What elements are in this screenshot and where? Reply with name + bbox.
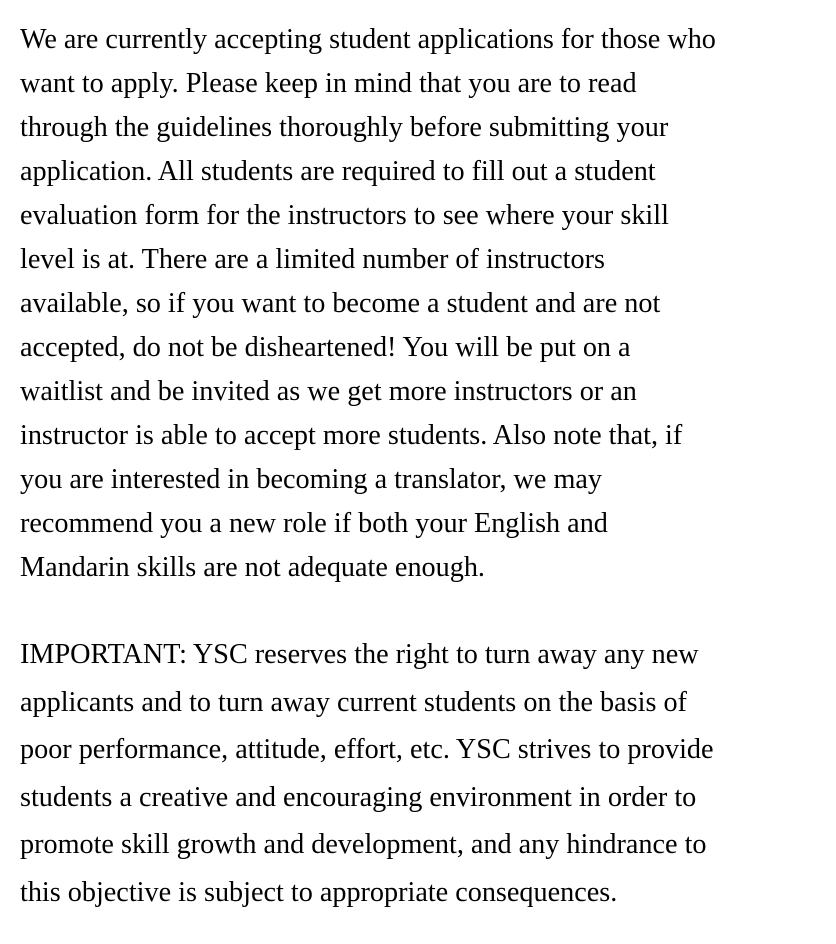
text-line: evaluation form for the instructors to see where your skill xyxy=(20,200,669,231)
text-line: promote skill growth and development, and any hindrance to xyxy=(20,829,707,860)
text-line: instructor is able to accept more students. Also note that, if xyxy=(20,420,683,451)
text-line: accepted, do not be disheartened! You will be put on a xyxy=(20,332,631,363)
text-line: waitlist and be invited as we get more instructors or an xyxy=(20,376,637,407)
text-line: you are interested in becoming a translator, we may xyxy=(20,464,602,495)
document-body xyxy=(20,18,830,916)
text-line: level is at. There are a limited number of instructors xyxy=(20,244,605,275)
paragraph-application-info xyxy=(20,18,830,590)
paragraph-important-notice xyxy=(20,631,830,916)
text-line: IMPORTANT: YSC reserves the right to turn away any new xyxy=(20,639,699,670)
text-line: recommend you a new role if both your English and xyxy=(20,508,608,539)
text-line: application. All students are required to fill out a student xyxy=(20,156,656,187)
text-line: want to apply. Please keep in mind that you are to read xyxy=(20,68,637,99)
text-line: through the guidelines thoroughly before submitting your xyxy=(20,112,669,143)
text-line: available, so if you want to become a student and are not xyxy=(20,288,661,319)
text-line: Mandarin skills are not adequate enough. xyxy=(20,552,485,583)
text-line: poor performance, attitude, effort, etc. YSC strives to provide xyxy=(20,734,714,765)
text-line: We are currently accepting student applications for those who xyxy=(20,24,716,55)
text-line: students a creative and encouraging environment in order to xyxy=(20,781,697,813)
text-line: applicants and to turn away current students on the basis of xyxy=(20,686,687,718)
text-line: this objective is subject to appropriate consequences. xyxy=(20,876,618,908)
